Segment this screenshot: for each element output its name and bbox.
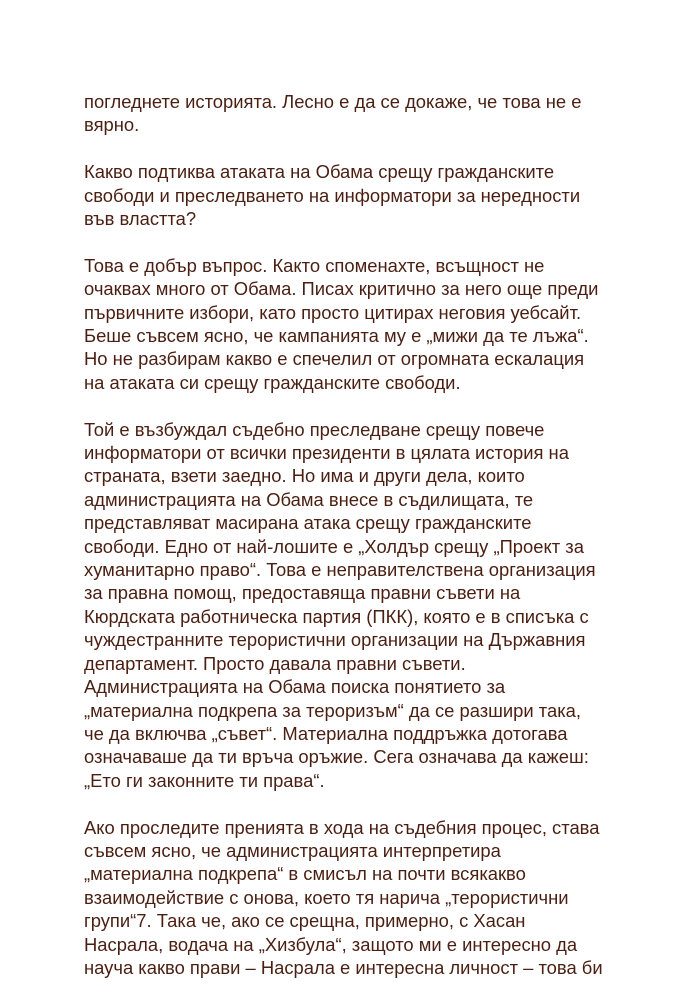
text-line: Той е възбуждал съдебно преследване срещу повече bbox=[84, 418, 545, 440]
paragraph bbox=[84, 254, 644, 394]
text-line: Какво подтиква атаката на Обама срещу гражданските bbox=[84, 161, 555, 183]
text-line: във властта? bbox=[84, 208, 197, 230]
text-line: Ако проследите пренията в хода на съдебния процес, става bbox=[84, 816, 600, 838]
text-line: вярно. bbox=[84, 114, 140, 136]
text-line: свободи и преследването на информатори за нередности bbox=[84, 184, 581, 206]
text-line: информатори от всички президенти в цялата история на bbox=[84, 442, 569, 464]
question-paragraph bbox=[84, 160, 644, 230]
text-line: администрацията на Обама внесе в съдилищата, те bbox=[84, 488, 534, 510]
text-line: „материална подкрепа“ в смисъл на почти всякакво bbox=[84, 863, 526, 885]
text-line: групи“7. Така че, ако се срещна, примерно, с Хасан bbox=[84, 910, 526, 932]
text-line: Администрацията на Обама поиска понятието за bbox=[84, 676, 506, 698]
paragraph bbox=[84, 90, 644, 137]
text-line: означаваше да ти връча оръжие. Сега означава да кажеш: bbox=[84, 746, 589, 768]
text-line: Това е добър въпрос. Както споменахте, всъщност не bbox=[84, 254, 545, 276]
text-line: Но не разбирам какво е спечелил от огромната ескалация bbox=[84, 348, 585, 370]
text-line: департамент. Просто давала правни съвети. bbox=[84, 652, 466, 674]
text-line: хуманитарно право“. Това е неправителствена организация bbox=[84, 559, 596, 581]
text-line: представляват масирана атака срещу гражданските bbox=[84, 512, 532, 534]
text-line: чуждестранните терористични организации на Държавния bbox=[84, 629, 586, 651]
text-line: за правна помощ, предоставяща правни съвети на bbox=[84, 582, 521, 604]
text-line: съвсем ясно, че администрацията интерпретира bbox=[84, 839, 501, 861]
text-line: че да включва „съвет“. Материална поддръжка дотогава bbox=[84, 722, 568, 744]
text-line: погледнете историята. Лесно е да се докаже, че това не е bbox=[84, 91, 582, 112]
text-line: „материална подкрепа за тероризъм“ да се разшири така, bbox=[84, 699, 582, 721]
text-line: очаквах много от Обама. Писах критично за него още преди bbox=[84, 278, 599, 300]
text-line: Насрала, водача на „Хизбула“, защото ми е интересно да bbox=[84, 933, 578, 955]
document-body bbox=[84, 90, 644, 1003]
text-line: първичните избори, като просто цитирах неговия уебсайт. bbox=[84, 301, 582, 323]
text-line: Кюрдската работническа партия (ПКК), която е в списъка с bbox=[84, 605, 589, 627]
text-line: на атаката си срещу гражданските свободи. bbox=[84, 371, 461, 393]
text-line: взаимодействие с онова, което тя нарича „терористични bbox=[84, 886, 569, 908]
paragraph bbox=[84, 816, 644, 980]
text-line: „Ето ги законните ти права“. bbox=[84, 769, 325, 791]
paragraph bbox=[84, 418, 644, 793]
text-line: свободи. Едно от най-лошите е „Холдър срещу „Проект за bbox=[84, 535, 584, 557]
text-line: Беше съвсем ясно, че кампанията му е „мижи да те лъжа“. bbox=[84, 325, 589, 347]
text-line: страната, взети заедно. Но има и други дела, които bbox=[84, 465, 525, 487]
text-line: науча какво прави – Насрала е интересна личност – това би bbox=[84, 956, 603, 978]
